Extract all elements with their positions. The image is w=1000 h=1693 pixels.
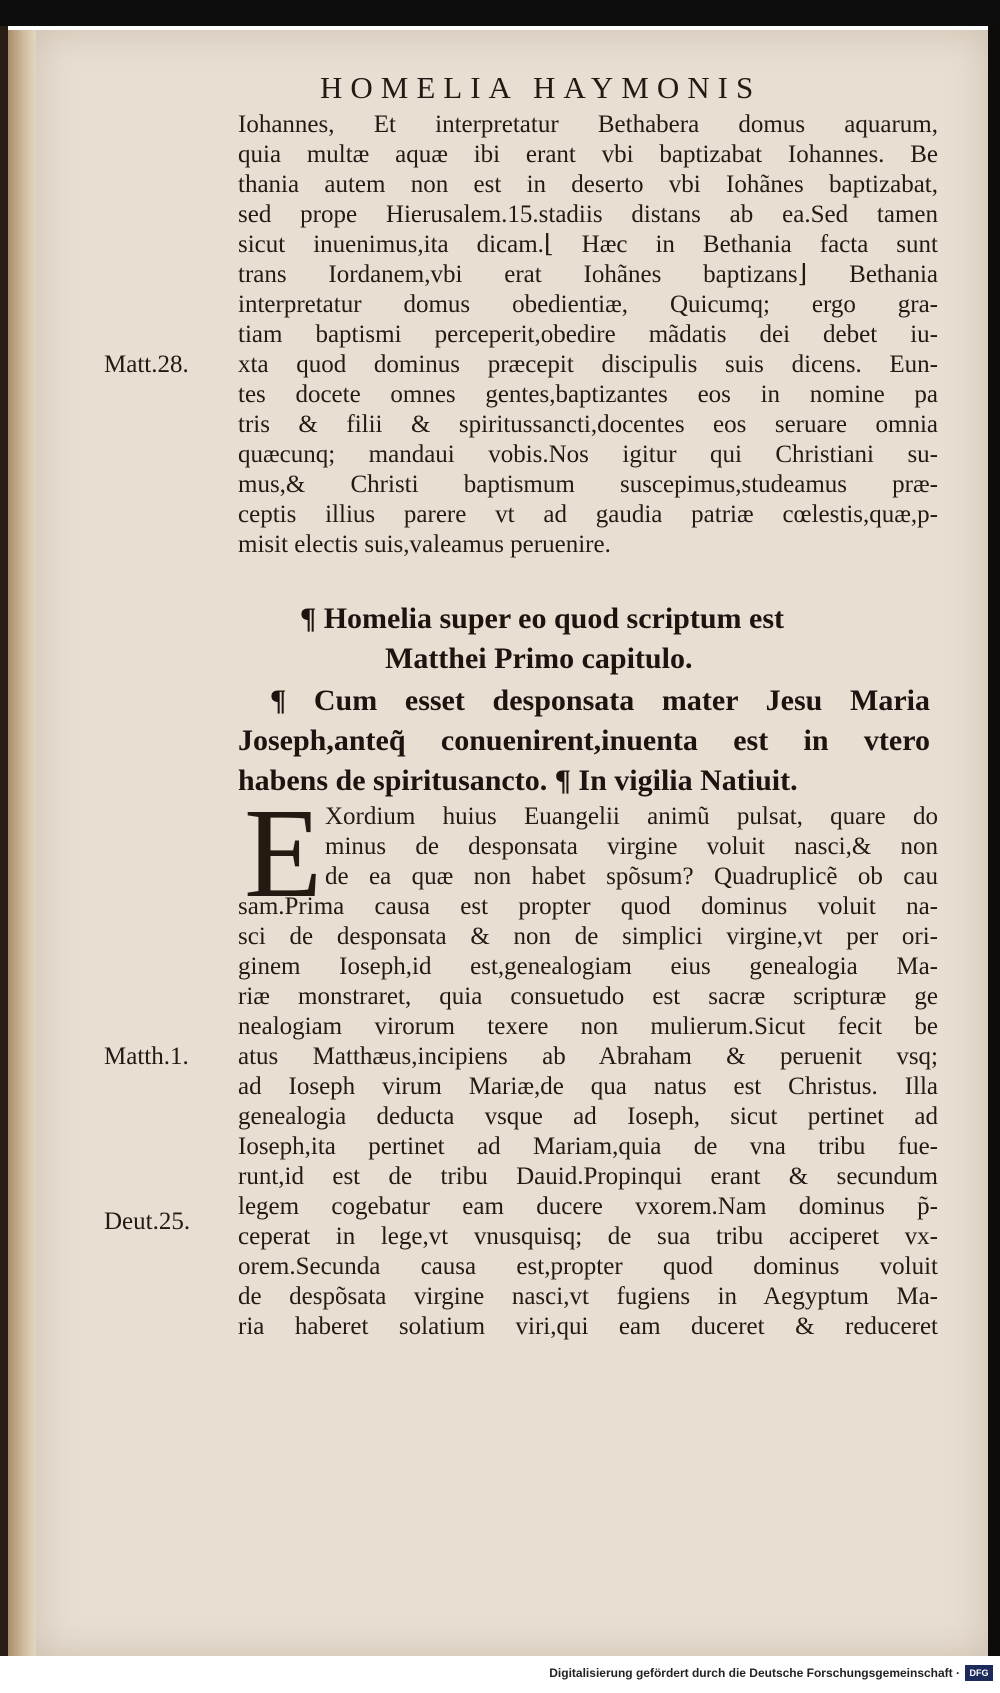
text-line: orem.Secunda causa est,propter quod dominus voluit — [238, 1253, 938, 1280]
text-line: runt,id est de tribu Dauid.Propinqui erant & secundum — [238, 1163, 938, 1190]
text-line: tris & filii & spiritussancti,docentes eos seruare omnia — [238, 411, 938, 438]
dfg-logo: DFG — [965, 1665, 993, 1681]
text-line: legem cogebatur eam ducere vxorem.Nam dominus p̃- — [238, 1193, 938, 1220]
text-line: ceptis illius parere vt ad gaudia patriæ cœlestis,quæ,p- — [238, 501, 938, 528]
margin-reference: Matt.28. — [104, 351, 189, 378]
text-line: interpretatur domus obedientiæ, Quicumq; ergo gra- — [238, 291, 938, 318]
text-line: quæcunq; mandaui vobis.Nos igitur qui Christiani su- — [238, 441, 938, 468]
text-line: xta quod dominus præcepit discipulis suis dicens. Eun- — [238, 351, 938, 378]
text-line: ad Ioseph virum Mariæ,de qua natus est Christus. Illa — [238, 1073, 938, 1100]
drop-initial: E — [244, 782, 323, 924]
text-line: minus de desponsata virgine voluit nasci,& non — [325, 833, 938, 860]
text-line: trans Iordanem,vbi erat Iohãnes baptizans⌋ Bethania — [238, 261, 938, 288]
text-line: Ioseph,ita pertinet ad Mariam,quia de vna tribu fue- — [238, 1133, 938, 1160]
text-line: ria haberet solatium viri,qui eam duceret & reduceret — [238, 1313, 938, 1340]
gospel-lemma-line: ¶ Cum esset desponsata mater Jesu Maria — [270, 684, 930, 717]
text-line: thania autem non est in deserto vbi Iohãnes baptizabat, — [238, 171, 938, 198]
text-line: riæ monstraret, quia consuetudo est sacræ scripturæ ge — [238, 983, 938, 1010]
text-line: ginem Ioseph,id est,genealogiam eius genealogia Ma- — [238, 953, 938, 980]
text-line: atus Matthæus,incipiens ab Abraham & peruenit vsq; — [238, 1043, 938, 1070]
text-line: quia multæ aquæ ibi erant vbi baptizabat Iohannes. Be — [238, 141, 938, 168]
text-line: de despõsata virgine nasci,vt fugiens in Aegyptum Ma- — [238, 1283, 938, 1310]
margin-reference: Deut.25. — [104, 1208, 191, 1235]
homily-heading: ¶ Homelia super eo quod scriptum est — [300, 602, 784, 635]
text-line: sci de desponsata & non de simplici virgine,vt per ori- — [238, 923, 938, 950]
scan-left-edge — [0, 26, 8, 1656]
text-line: tiam baptismi perceperit,obedire mãdatis dei debet iu- — [238, 321, 938, 348]
homily-heading: Matthei Primo capitulo. — [385, 642, 693, 675]
text-line: sicut inuenimus,ita dicam.⌊ Hæc in Bethania facta sunt — [238, 231, 938, 258]
text-line: sam.Prima causa est propter quod dominus voluit na- — [238, 893, 938, 920]
text-line: mus,& Christi baptismum suscepimus,studeamus præ- — [238, 471, 938, 498]
gospel-lemma-line: Joseph,anteq̃ conuenirent,inuenta est in vtero — [238, 724, 930, 757]
text-line: de ea quæ non habet spõsum? Quadruplicẽ ob cau — [325, 863, 938, 890]
gospel-lemma-line: habens de spiritusancto. ¶ In vigilia Natiuit. — [238, 764, 798, 797]
text-line: sed prope Hierusalem.15.stadiis distans ab ea.Sed tamen — [238, 201, 938, 228]
text-line: tes docete omnes gentes,baptizantes eos in nomine pa — [238, 381, 938, 408]
text-line: nealogiam virorum texere non mulierum.Sicut fecit be — [238, 1013, 938, 1040]
text-line: genealogia deducta vsque ad Ioseph, sicut pertinet ad — [238, 1103, 938, 1130]
scan-right-edge — [988, 26, 1000, 1656]
margin-reference: Matth.1. — [104, 1043, 189, 1070]
text-line: misit electis suis,valeamus peruenire. — [238, 531, 611, 558]
digitization-credit: Digitalisierung gefördert durch die Deutsche Forschungsgemeinschaft · — [549, 1666, 960, 1680]
page-gutter-edge — [8, 30, 36, 1656]
text-line: Iohannes, Et interpretatur Bethabera domus aquarum, — [238, 111, 938, 138]
scan-top-band — [0, 0, 1000, 26]
text-line: Xordium huius Euangelii animũ pulsat, quare do — [325, 803, 938, 830]
text-line: ceperat in lege,vt vnusquisq; de sua tribu acciperet vx- — [238, 1223, 938, 1250]
running-head: HOMELIA HAYMONIS — [320, 70, 762, 105]
